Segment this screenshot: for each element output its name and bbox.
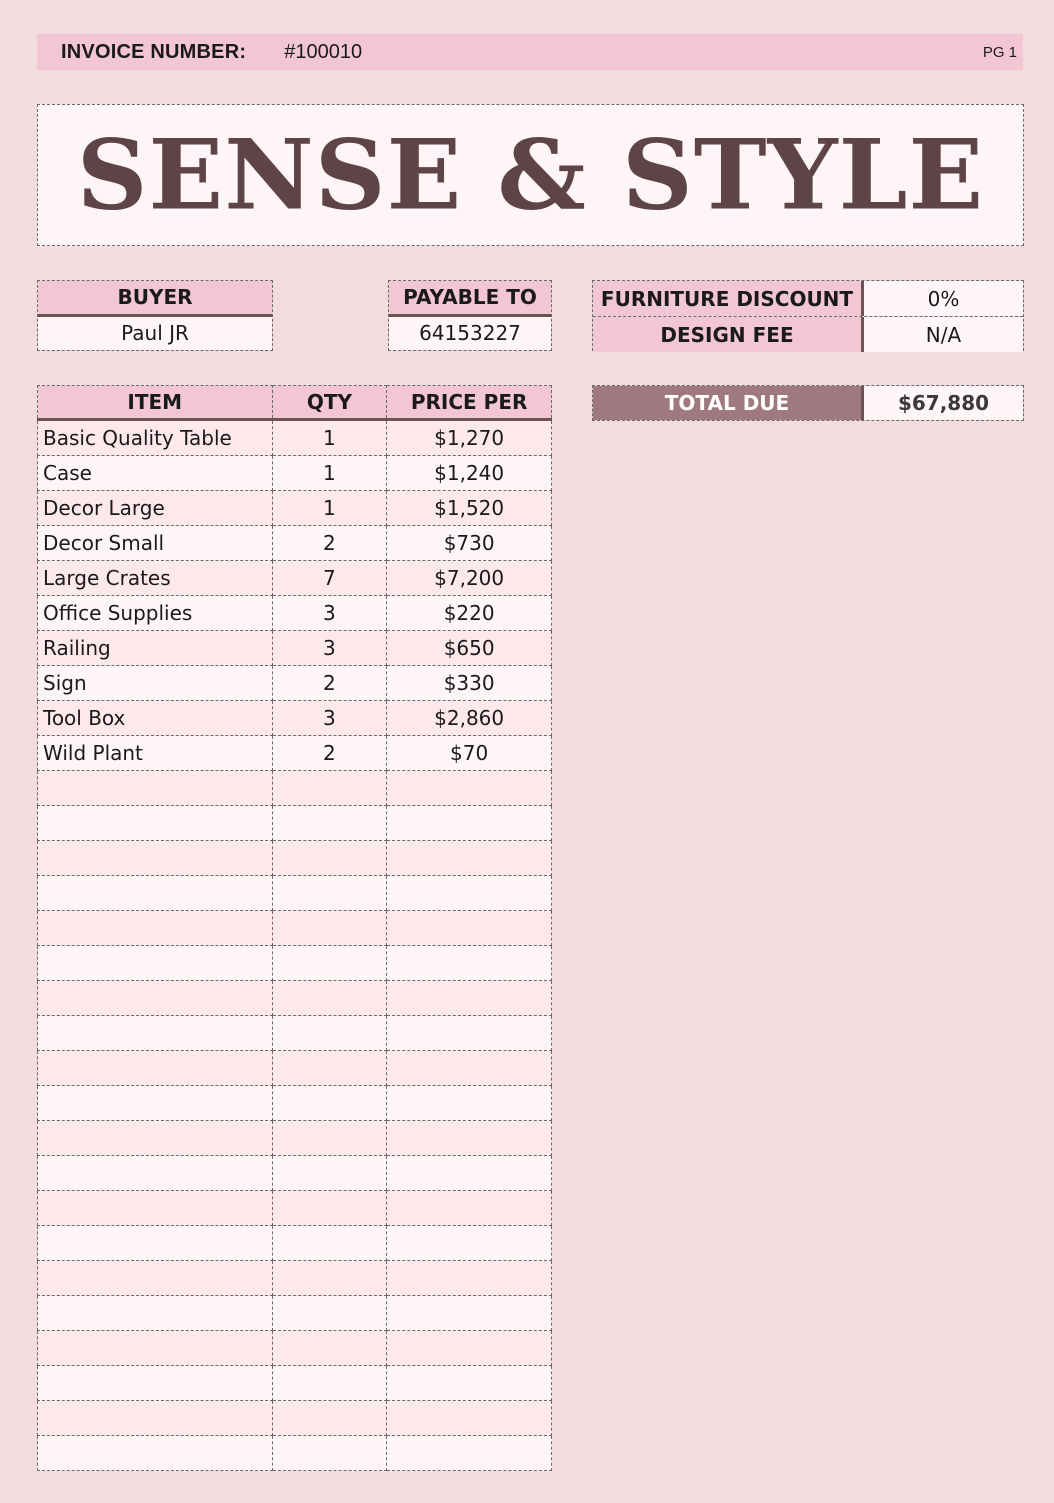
- qty-cell: [272, 1016, 387, 1051]
- table-row: [38, 1016, 552, 1051]
- column-header-item: ITEM: [38, 386, 273, 420]
- qty-cell: [272, 1331, 387, 1366]
- price-cell: [387, 1191, 552, 1226]
- furniture-discount-row: [593, 281, 1023, 316]
- table-row: [38, 1331, 552, 1366]
- qty-cell: [272, 1086, 387, 1121]
- table-row: [38, 841, 552, 876]
- qty-cell: 2: [272, 526, 387, 561]
- buyer-label: BUYER: [38, 281, 272, 317]
- column-header-qty: QTY: [272, 386, 387, 420]
- qty-cell: [272, 1156, 387, 1191]
- qty-cell: 3: [272, 701, 387, 736]
- qty-cell: 1: [272, 491, 387, 526]
- table-row: [38, 456, 552, 491]
- page-number: PG 1: [982, 43, 1017, 61]
- table-row: [38, 596, 552, 631]
- price-cell: [387, 1366, 552, 1401]
- qty-cell: [272, 1121, 387, 1156]
- design-fee-label: DESIGN FEE: [593, 317, 864, 352]
- brand-name: SENSE & STYLE: [76, 118, 985, 232]
- table-row: [38, 1156, 552, 1191]
- item-name-cell: [38, 1226, 273, 1261]
- qty-cell: [272, 876, 387, 911]
- table-row: [38, 491, 552, 526]
- price-cell: $330: [387, 666, 552, 701]
- furniture-discount-label: FURNITURE DISCOUNT: [593, 281, 864, 316]
- qty-cell: [272, 771, 387, 806]
- price-cell: [387, 1226, 552, 1261]
- invoice-number-value: #100010: [284, 40, 363, 63]
- items-table: [37, 385, 552, 1471]
- price-cell: $1,240: [387, 456, 552, 491]
- price-cell: $7,200: [387, 561, 552, 596]
- item-name-cell: [38, 1331, 273, 1366]
- total-due-box: [592, 385, 1024, 421]
- qty-cell: [272, 1436, 387, 1471]
- price-cell: $1,520: [387, 491, 552, 526]
- item-name-cell: Sign: [38, 666, 273, 701]
- item-name-cell: [38, 1016, 273, 1051]
- item-name-cell: [38, 1296, 273, 1331]
- price-cell: [387, 771, 552, 806]
- table-row: [38, 1086, 552, 1121]
- item-name-cell: Decor Small: [38, 526, 273, 561]
- qty-cell: [272, 1051, 387, 1086]
- item-name-cell: Office Supplies: [38, 596, 273, 631]
- qty-cell: 1: [272, 420, 387, 456]
- item-name-cell: [38, 911, 273, 946]
- table-row: [38, 1261, 552, 1296]
- payable-label: PAYABLE TO: [389, 281, 551, 317]
- item-name-cell: [38, 1436, 273, 1471]
- table-row: [38, 1436, 552, 1471]
- price-cell: [387, 911, 552, 946]
- item-name-cell: [38, 1086, 273, 1121]
- item-name-cell: Wild Plant: [38, 736, 273, 771]
- payable-value: 64153227: [389, 317, 551, 351]
- table-row: [38, 1401, 552, 1436]
- design-fee-row: [593, 316, 1023, 352]
- price-cell: [387, 1331, 552, 1366]
- price-cell: [387, 1401, 552, 1436]
- item-name-cell: [38, 1121, 273, 1156]
- qty-cell: [272, 806, 387, 841]
- price-cell: [387, 1156, 552, 1191]
- item-name-cell: [38, 771, 273, 806]
- item-name-cell: [38, 1261, 273, 1296]
- item-name-cell: [38, 876, 273, 911]
- price-cell: $70: [387, 736, 552, 771]
- item-name-cell: [38, 946, 273, 981]
- buyer-value: Paul JR: [38, 317, 272, 351]
- table-row: [38, 666, 552, 701]
- price-cell: [387, 876, 552, 911]
- price-cell: [387, 1051, 552, 1086]
- price-cell: [387, 946, 552, 981]
- item-name-cell: [38, 1051, 273, 1086]
- invoice-header-bar: [37, 34, 1023, 70]
- item-name-cell: [38, 1401, 273, 1436]
- qty-cell: 7: [272, 561, 387, 596]
- qty-cell: [272, 1366, 387, 1401]
- price-cell: [387, 1261, 552, 1296]
- total-due-label: TOTAL DUE: [593, 386, 864, 420]
- price-cell: [387, 1296, 552, 1331]
- table-row: [38, 736, 552, 771]
- qty-cell: [272, 1261, 387, 1296]
- item-name-cell: Case: [38, 456, 273, 491]
- price-cell: $1,270: [387, 420, 552, 456]
- qty-cell: 3: [272, 631, 387, 666]
- table-row: [38, 420, 552, 456]
- design-fee-value: N/A: [864, 317, 1023, 352]
- item-name-cell: [38, 1156, 273, 1191]
- price-cell: [387, 1086, 552, 1121]
- table-row: [38, 1296, 552, 1331]
- qty-cell: [272, 1401, 387, 1436]
- item-name-cell: [38, 806, 273, 841]
- price-cell: $730: [387, 526, 552, 561]
- table-row: [38, 1191, 552, 1226]
- qty-cell: [272, 981, 387, 1016]
- price-cell: [387, 841, 552, 876]
- table-row: [38, 911, 552, 946]
- item-name-cell: [38, 1191, 273, 1226]
- table-row: [38, 526, 552, 561]
- qty-cell: 1: [272, 456, 387, 491]
- qty-cell: [272, 1191, 387, 1226]
- qty-cell: 2: [272, 666, 387, 701]
- table-row: [38, 946, 552, 981]
- brand-banner: [37, 104, 1024, 246]
- qty-cell: [272, 841, 387, 876]
- item-name-cell: [38, 1366, 273, 1401]
- invoice-number-label: INVOICE NUMBER:: [61, 40, 247, 63]
- item-name-cell: Large Crates: [38, 561, 273, 596]
- table-row: [38, 561, 552, 596]
- payable-box: [388, 280, 552, 351]
- item-name-cell: Tool Box: [38, 701, 273, 736]
- item-name-cell: [38, 841, 273, 876]
- qty-cell: [272, 1226, 387, 1261]
- item-name-cell: Railing: [38, 631, 273, 666]
- items-table-header: [38, 386, 552, 420]
- price-cell: [387, 806, 552, 841]
- table-row: [38, 1121, 552, 1156]
- item-name-cell: Basic Quality Table: [38, 420, 273, 456]
- qty-cell: 2: [272, 736, 387, 771]
- price-cell: $650: [387, 631, 552, 666]
- table-row: [38, 631, 552, 666]
- table-row: [38, 701, 552, 736]
- table-row: [38, 806, 552, 841]
- price-cell: $220: [387, 596, 552, 631]
- buyer-box: [37, 280, 273, 351]
- table-row: [38, 1051, 552, 1086]
- price-cell: $2,860: [387, 701, 552, 736]
- column-header-price: PRICE PER: [387, 386, 552, 420]
- price-cell: [387, 1121, 552, 1156]
- total-due-value: $67,880: [864, 386, 1023, 420]
- price-cell: [387, 981, 552, 1016]
- furniture-discount-value: 0%: [864, 281, 1023, 316]
- price-cell: [387, 1436, 552, 1471]
- fees-box: [592, 280, 1024, 351]
- table-row: [38, 981, 552, 1016]
- qty-cell: [272, 946, 387, 981]
- table-row: [38, 771, 552, 806]
- item-name-cell: Decor Large: [38, 491, 273, 526]
- qty-cell: [272, 911, 387, 946]
- item-name-cell: [38, 981, 273, 1016]
- table-row: [38, 1226, 552, 1261]
- table-row: [38, 876, 552, 911]
- qty-cell: [272, 1296, 387, 1331]
- price-cell: [387, 1016, 552, 1051]
- qty-cell: 3: [272, 596, 387, 631]
- table-row: [38, 1366, 552, 1401]
